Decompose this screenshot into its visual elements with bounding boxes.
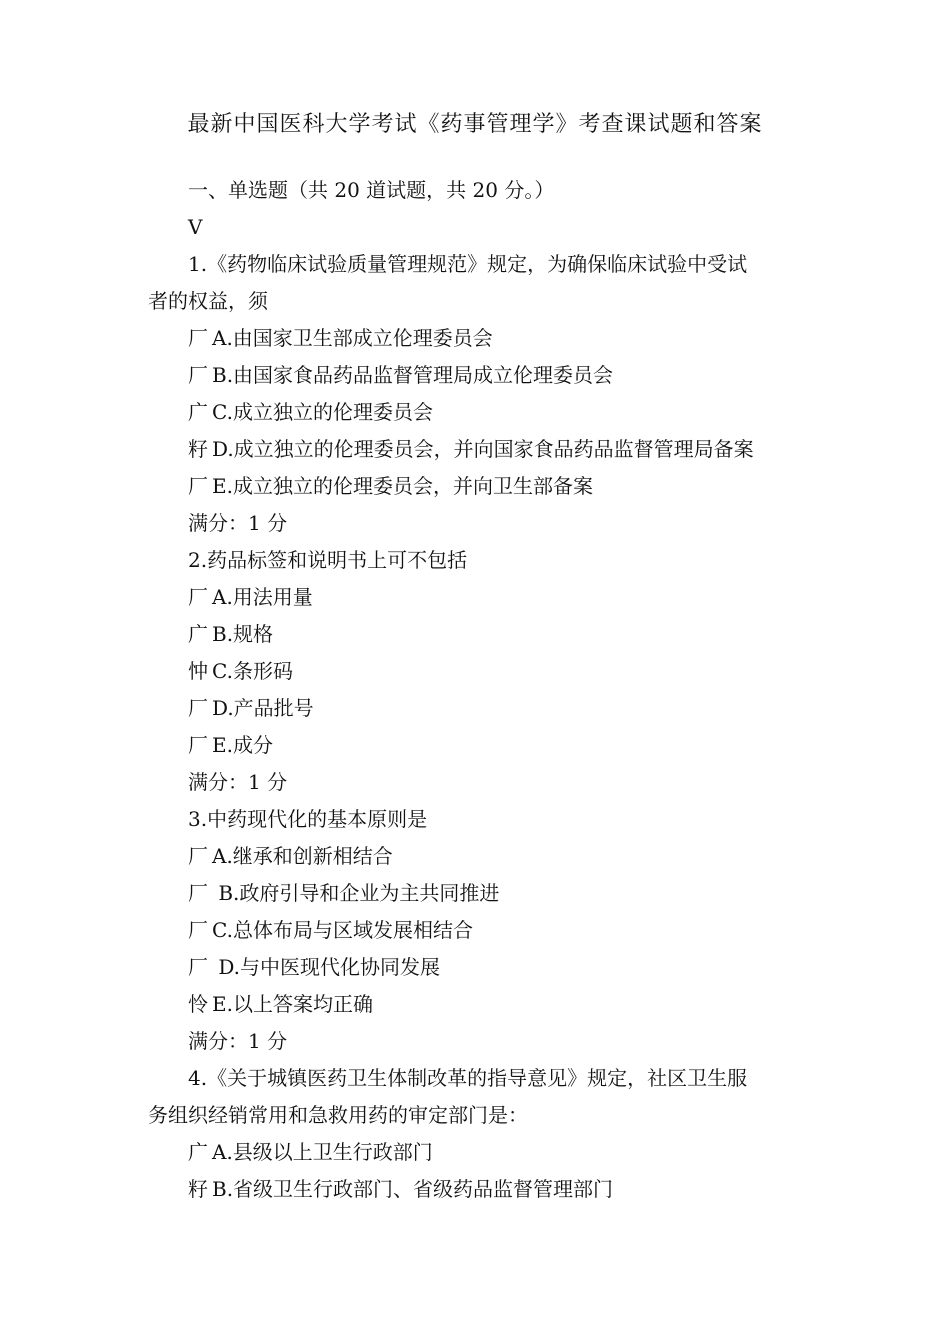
option-text: D.成立独立的伦理委员会，并向国家食品药品监督管理局备案 — [212, 437, 754, 461]
option-text: A.由国家卫生部成立伦理委员会 — [212, 326, 493, 350]
answer-option[interactable] — [148, 320, 820, 357]
option-mark: 籽 — [188, 437, 208, 461]
option-mark: 广 — [188, 1140, 208, 1164]
question-score: 满分：1 分 — [188, 1029, 288, 1053]
option-text: D.产品批号 — [212, 696, 314, 720]
answer-option[interactable] — [148, 690, 820, 727]
answer-option[interactable] — [148, 875, 820, 912]
option-text: B.规格 — [212, 622, 274, 646]
answer-option[interactable] — [148, 986, 820, 1023]
answer-option[interactable] — [148, 394, 820, 431]
option-text: A.用法用量 — [212, 585, 313, 609]
answer-option[interactable] — [148, 579, 820, 616]
option-text: C.总体布局与区域发展相结合 — [212, 918, 473, 942]
document-title: 最新中国医科大学考试《药事管理学》考查课试题和答案 — [187, 112, 763, 137]
answer-option[interactable] — [148, 1134, 820, 1171]
answer-option[interactable] — [148, 727, 820, 764]
option-mark: 广 — [188, 622, 208, 646]
option-text: C.条形码 — [212, 659, 293, 683]
option-text: B.省级卫生行政部门、省级药品监督管理部门 — [212, 1177, 614, 1201]
option-mark: 厂 — [188, 918, 208, 942]
stray-mark: V — [188, 215, 203, 239]
question-score: 满分：1 分 — [188, 770, 288, 794]
option-mark: 厂 — [188, 326, 208, 350]
option-mark: 广 — [188, 400, 208, 424]
answer-option[interactable] — [148, 1171, 820, 1208]
answer-option[interactable] — [148, 949, 820, 986]
option-mark: 厂 — [188, 696, 208, 720]
option-text: D.与中医现代化协同发展 — [212, 955, 441, 979]
option-mark: 厂 — [188, 881, 208, 905]
option-mark: 厂 — [188, 955, 208, 979]
option-text: B.政府引导和企业为主共同推进 — [212, 881, 500, 905]
document-body — [148, 172, 820, 1208]
option-text: A.县级以上卫生行政部门 — [212, 1140, 433, 1164]
question-stem-continued: 务组织经销常用和急救用药的审定部门是： — [148, 1103, 528, 1127]
option-mark: 厂 — [188, 363, 208, 387]
option-text: A.继承和创新相结合 — [212, 844, 393, 868]
answer-option[interactable] — [148, 653, 820, 690]
question-stem-continued: 者的权益，须 — [148, 289, 268, 313]
option-mark: 厂 — [188, 733, 208, 757]
answer-option[interactable] — [148, 431, 820, 468]
option-mark: 籽 — [188, 1177, 208, 1201]
option-text: E.成分 — [212, 733, 273, 757]
question-score: 满分：1 分 — [188, 511, 288, 535]
option-mark: 厂 — [188, 844, 208, 868]
question-stem: 3.中药现代化的基本原则是 — [188, 807, 428, 831]
option-mark: 厂 — [188, 474, 208, 498]
option-text: E.成立独立的伦理委员会，并向卫生部备案 — [212, 474, 593, 498]
answer-option[interactable] — [148, 468, 820, 505]
answer-option[interactable] — [148, 357, 820, 394]
answer-option[interactable] — [148, 838, 820, 875]
answer-option[interactable] — [148, 912, 820, 949]
option-mark: 怜 — [188, 992, 208, 1016]
option-mark: 忡 — [188, 659, 208, 683]
question-stem: 2.药品标签和说明书上可不包括 — [188, 548, 468, 572]
question-stem: 4.《关于城镇医药卫生体制改革的指导意见》规定，社区卫生服 — [188, 1066, 748, 1090]
section-heading: 一、单选题（共 20 道试题，共 20 分。） — [188, 178, 555, 202]
option-mark: 厂 — [188, 585, 208, 609]
option-text: E.以上答案均正确 — [212, 992, 373, 1016]
option-text: C.成立独立的伦理委员会 — [212, 400, 433, 424]
question-stem: 1.《药物临床试验质量管理规范》规定，为确保临床试验中受试 — [188, 252, 748, 276]
option-text: B.由国家食品药品监督管理局成立伦理委员会 — [212, 363, 614, 387]
answer-option[interactable] — [148, 616, 820, 653]
